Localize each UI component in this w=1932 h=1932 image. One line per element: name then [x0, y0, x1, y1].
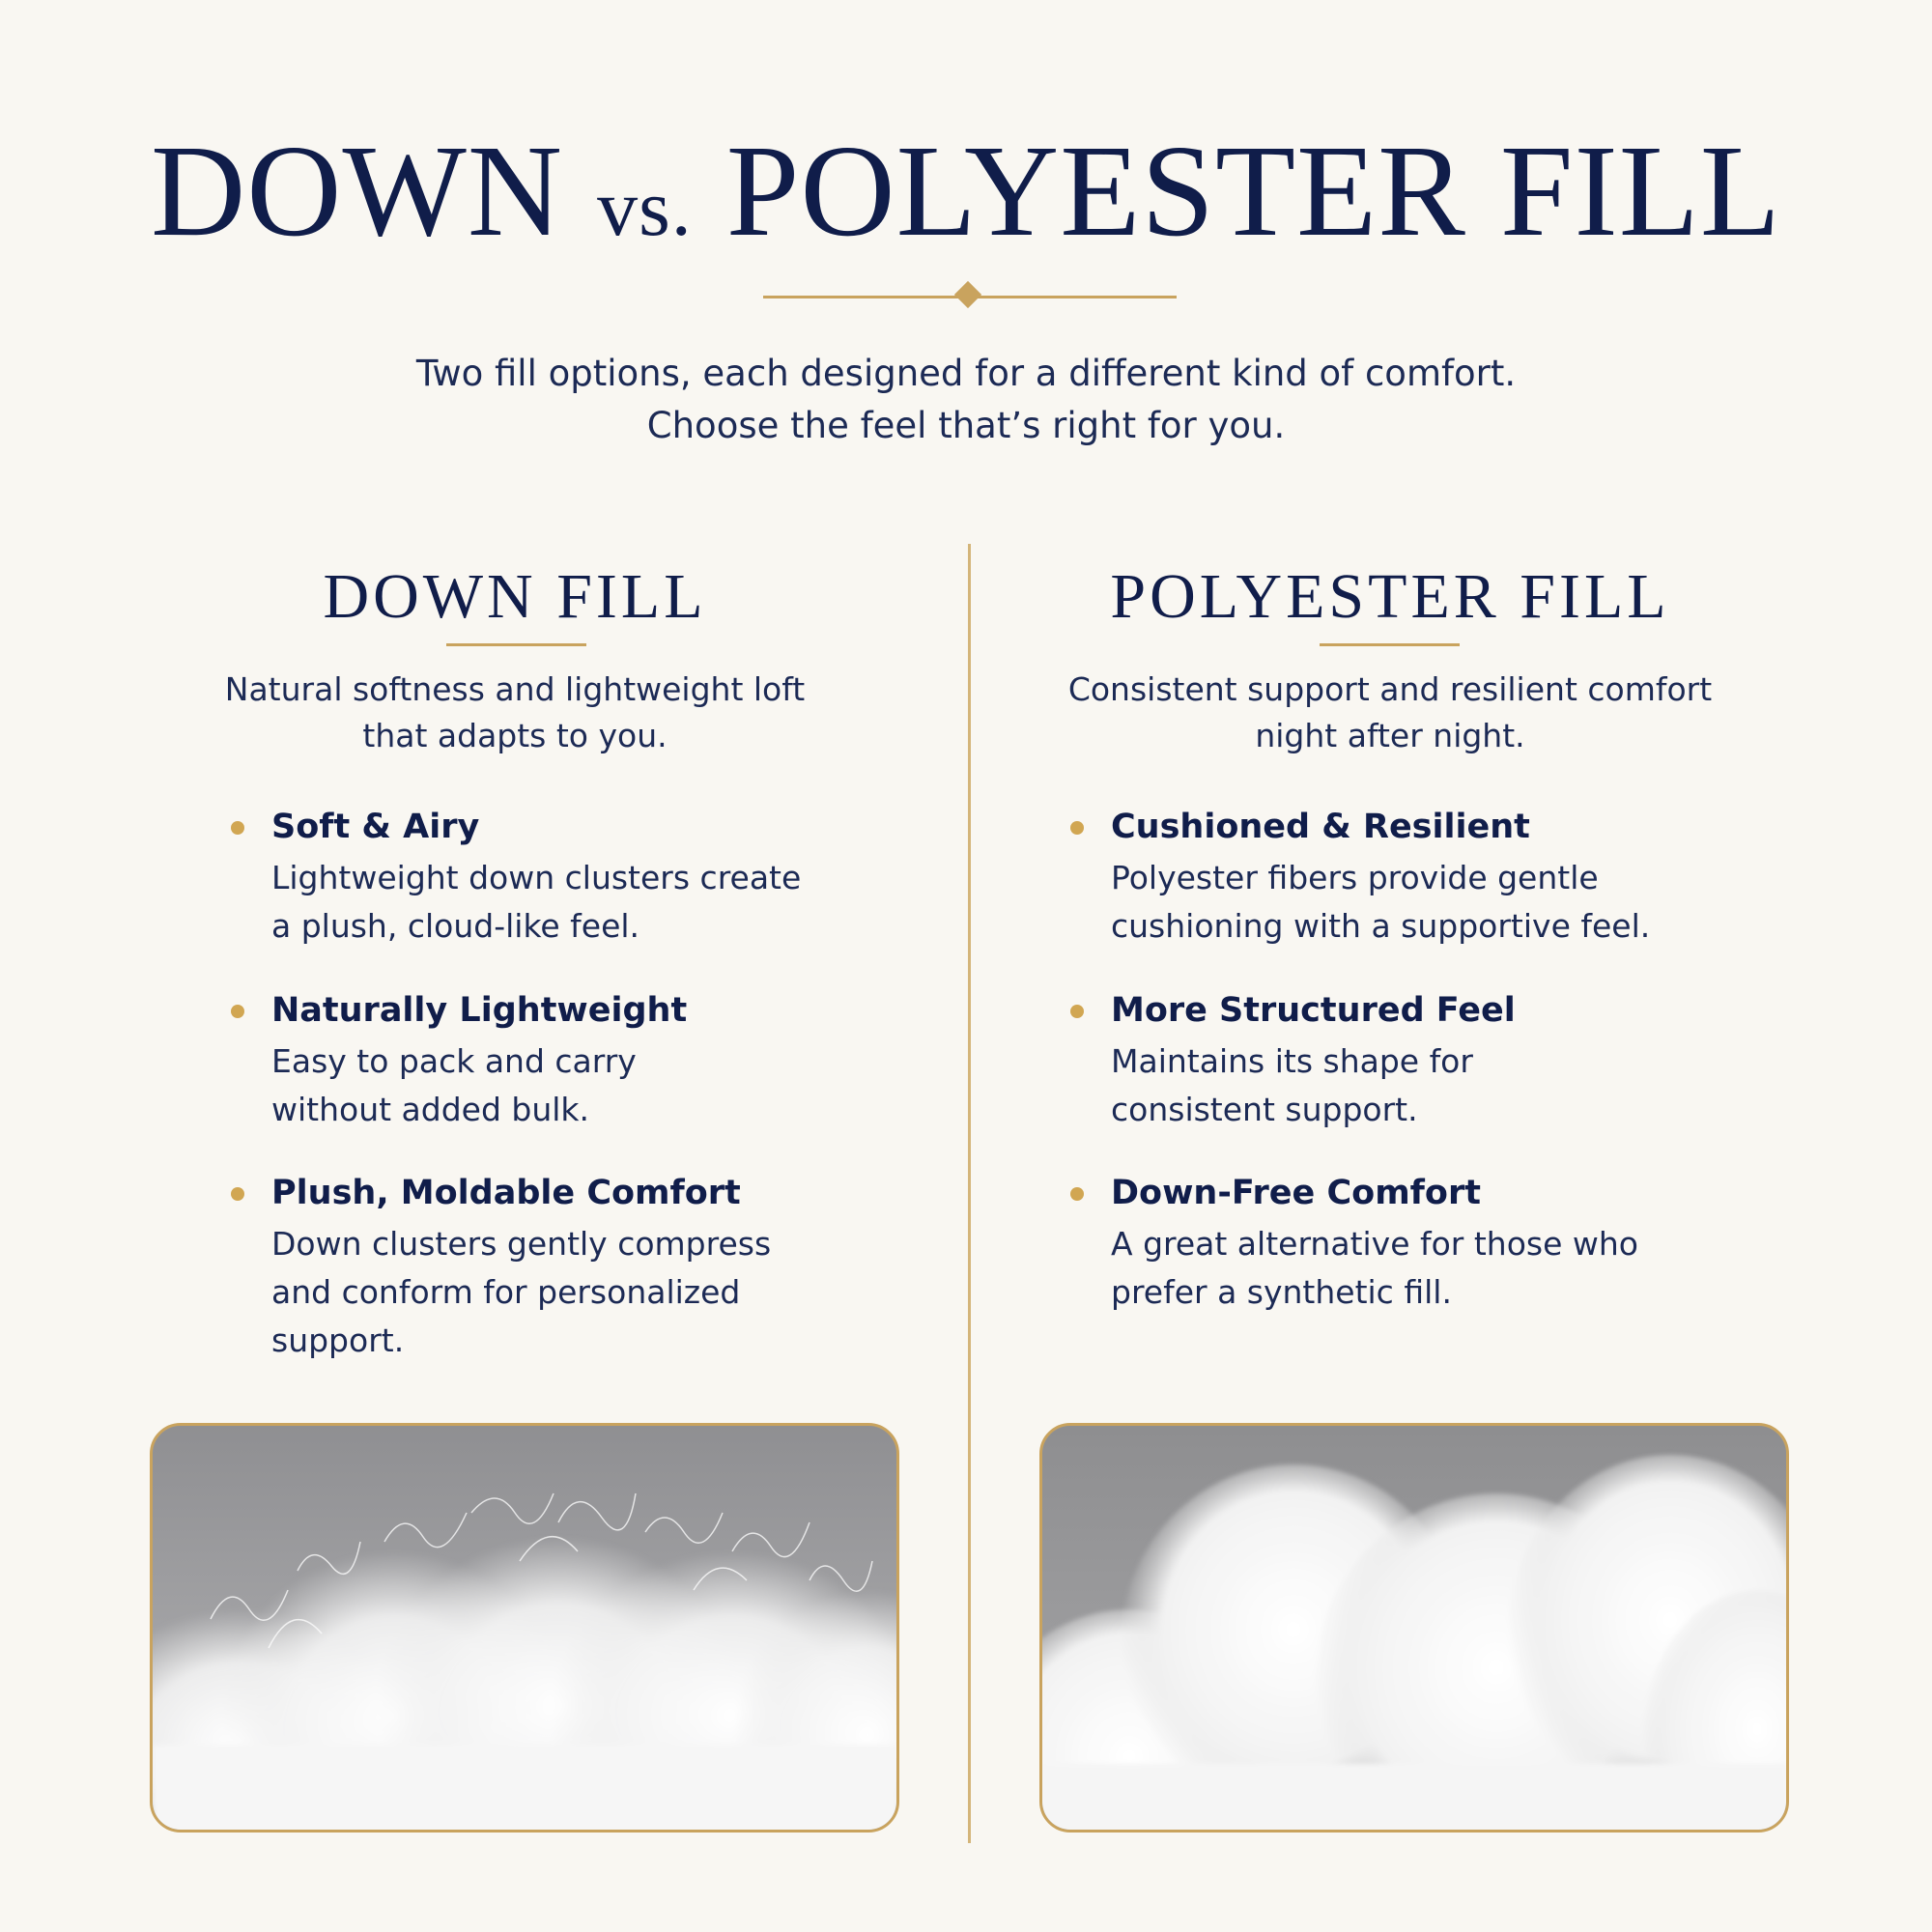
column-divider	[968, 544, 971, 1843]
polyester-fill-heading-underline	[1320, 643, 1460, 646]
down-fill-heading: DOWN FILL	[323, 561, 707, 632]
feature-title: Soft & Airy	[271, 808, 480, 846]
feature-more-structured-feel	[1111, 989, 1710, 1134]
feature-title: Plush, Moldable Comfort	[271, 1174, 741, 1212]
feature-description-line: prefer a synthetic fill.	[1111, 1273, 1452, 1311]
feature-description-line: Down clusters gently compress	[271, 1225, 772, 1263]
feature-description-line: Easy to pack and carry	[271, 1042, 637, 1080]
feature-naturally-lightweight	[271, 989, 870, 1134]
feature-title: Down-Free Comfort	[1111, 1174, 1481, 1212]
bullet-dot-icon	[1070, 1187, 1084, 1201]
feature-description	[271, 854, 870, 951]
page-subtitle	[0, 348, 1932, 452]
feature-description-line: Maintains its shape for	[1111, 1042, 1473, 1080]
polyester-fill-description	[1004, 667, 1776, 759]
feature-description	[1111, 854, 1710, 951]
feature-title: Naturally Lightweight	[271, 991, 688, 1030]
down-fill-photo	[150, 1423, 899, 1833]
bullet-dot-icon	[1070, 821, 1084, 835]
title-polyester-fill: POLYESTER FILL	[725, 119, 1781, 264]
down-fill-description-line-2: that adapts to you.	[362, 717, 668, 754]
feature-description-line: cushioning with a supportive feel.	[1111, 907, 1651, 945]
subtitle-line-1: Two fill options, each designed for a different kind of comfort.	[415, 353, 1517, 394]
title-down: DOWN	[151, 119, 564, 264]
feature-description-line: Polyester fibers provide gentle	[1111, 859, 1599, 896]
diamond-ornament-icon	[954, 281, 981, 308]
bullet-dot-icon	[1070, 1005, 1084, 1018]
feature-soft-airy	[271, 806, 870, 951]
feature-title: More Structured Feel	[1111, 991, 1516, 1030]
feature-description-line: and conform for personalized	[271, 1273, 741, 1311]
polyester-fill-description-line-1: Consistent support and resilient comfort	[1067, 670, 1713, 708]
feature-plush-moldable-comfort	[271, 1172, 870, 1365]
feature-description	[1111, 1037, 1710, 1134]
feature-description	[1111, 1220, 1710, 1317]
feature-description-line: without added bulk.	[271, 1091, 590, 1128]
feature-description	[271, 1037, 870, 1134]
feature-description	[271, 1220, 870, 1365]
polyester-fill-photo	[1039, 1423, 1789, 1833]
page-title	[0, 119, 1932, 264]
feature-description-line: a plush, cloud-like feel.	[271, 907, 640, 945]
feature-cushioned-resilient	[1111, 806, 1710, 951]
bullet-dot-icon	[231, 1005, 244, 1018]
feature-down-free-comfort	[1111, 1172, 1710, 1317]
polyester-fill-heading: POLYESTER FILL	[1110, 561, 1670, 632]
feature-description-line: consistent support.	[1111, 1091, 1418, 1128]
feature-description-line: Lightweight down clusters create	[271, 859, 802, 896]
subtitle-line-2: Choose the feel that’s right for you.	[646, 405, 1286, 446]
down-fill-description	[128, 667, 901, 759]
title-vs: vs.	[597, 163, 693, 253]
feature-description-line: A great alternative for those who	[1111, 1225, 1638, 1263]
bullet-dot-icon	[231, 821, 244, 835]
feature-title: Cushioned & Resilient	[1111, 808, 1530, 846]
bullet-dot-icon	[231, 1187, 244, 1201]
polyester-fill-description-line-2: night after night.	[1255, 717, 1525, 754]
down-fill-description-line-1: Natural softness and lightweight loft	[224, 670, 806, 708]
down-fill-heading-underline	[446, 643, 586, 646]
feature-description-line: support.	[271, 1321, 405, 1359]
